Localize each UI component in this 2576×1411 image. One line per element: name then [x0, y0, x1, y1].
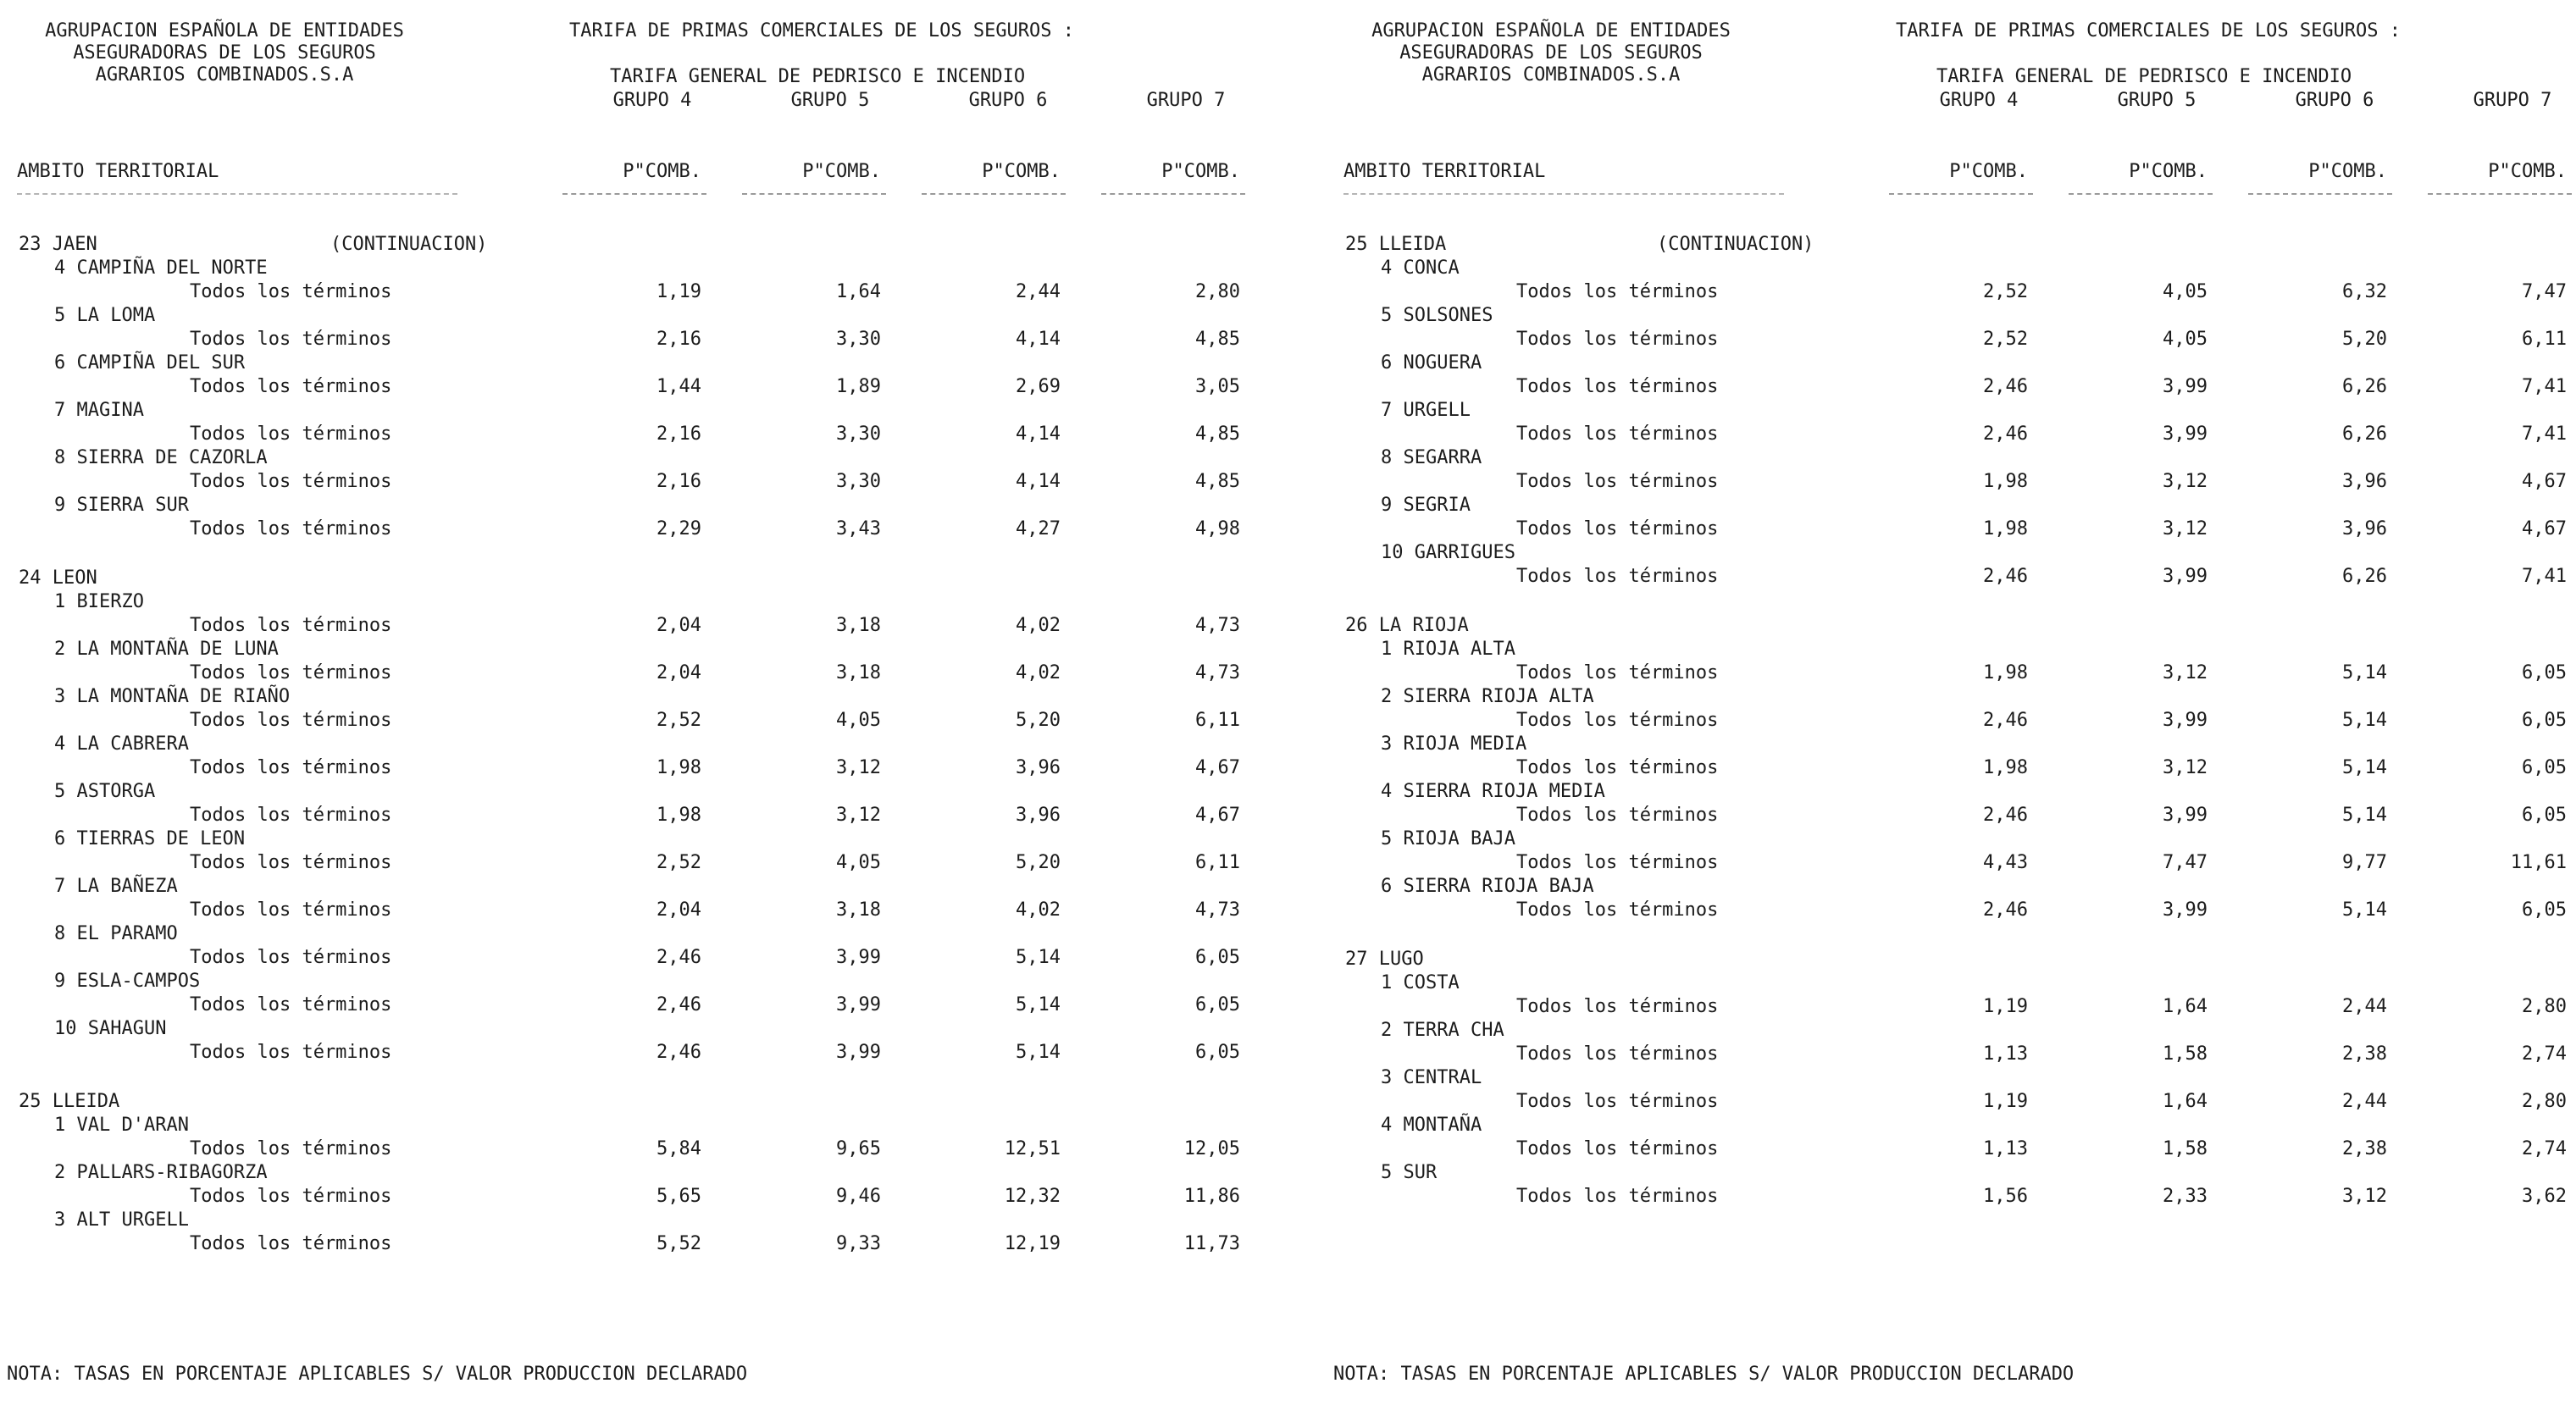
- rate-value: 3,99: [2163, 566, 2208, 587]
- comarca-name: 5 ASTORGA: [54, 781, 156, 802]
- comarca-name: 5 SUR: [1381, 1162, 1438, 1183]
- rate-value: 1,89: [836, 376, 881, 397]
- rate-value: 7,41: [2522, 566, 2567, 587]
- rate-value: 4,73: [1195, 899, 1240, 921]
- group-header: GRUPO 7: [1146, 90, 1226, 111]
- province-name: 24 LEON: [19, 567, 97, 589]
- comarca-name: 4 LA CABRERA: [54, 733, 189, 755]
- column-separator: [922, 193, 1066, 195]
- organization-line: ASEGURADORAS DE LOS SEGUROS: [1399, 42, 1703, 64]
- term-label: Todos los términos: [1516, 899, 1719, 921]
- rate-value: 3,12: [2342, 1186, 2387, 1207]
- rate-value: 3,30: [836, 329, 881, 350]
- footnote: NOTA: TASAS EN PORCENTAJE APLICABLES S/ VALOR PRODUCCION DECLARADO: [1333, 1364, 2075, 1385]
- comarca-name: 3 LA MONTAÑA DE RIAÑO: [54, 686, 291, 707]
- rate-value: 1,19: [1983, 1091, 2028, 1112]
- term-label: Todos los términos: [190, 1042, 392, 1063]
- rate-value: 12,05: [1183, 1138, 1240, 1159]
- rate-value: 5,14: [2342, 662, 2387, 683]
- province-name: 25 LLEIDA: [19, 1091, 120, 1112]
- rate-value: 5,20: [1016, 710, 1061, 731]
- rate-value: 2,46: [656, 1042, 701, 1063]
- rate-value: 3,99: [2163, 805, 2208, 826]
- comarca-name: 3 ALT URGELL: [54, 1209, 189, 1231]
- rate-value: 2,16: [656, 329, 701, 350]
- rate-value: 1,64: [2163, 1091, 2208, 1112]
- province-name: 25 LLEIDA: [1345, 234, 1447, 255]
- group-header: GRUPO 6: [2295, 90, 2374, 111]
- comarca-name: 4 CAMPIÑA DEL NORTE: [54, 257, 268, 279]
- rate-value: 1,64: [2163, 996, 2208, 1017]
- rate-value: 1,98: [1983, 757, 2028, 778]
- rate-value: 3,99: [2163, 710, 2208, 731]
- rate-value: 2,80: [1195, 281, 1240, 302]
- rate-value: 3,96: [2342, 471, 2387, 492]
- comarca-name: 6 TIERRAS DE LEON: [54, 828, 246, 849]
- rate-value: 3,99: [836, 947, 881, 968]
- rate-value: 2,52: [1983, 329, 2028, 350]
- term-label: Todos los términos: [1516, 852, 1719, 873]
- rate-value: 5,65: [656, 1186, 701, 1207]
- province-name: 26 LA RIOJA: [1345, 615, 1469, 636]
- rate-value: 2,38: [2342, 1043, 2387, 1065]
- rate-value: 6,32: [2342, 281, 2387, 302]
- tariff-title: TARIFA DE PRIMAS COMERCIALES DE LOS SEGUROS :: [1896, 20, 2401, 42]
- rate-value: 1,98: [656, 805, 701, 826]
- rate-value: 7,47: [2522, 281, 2567, 302]
- rate-value: 4,43: [1983, 852, 2028, 873]
- rate-value: 6,05: [1195, 947, 1240, 968]
- comarca-name: 5 SOLSONES: [1381, 305, 1493, 326]
- province-name: 23 JAEN: [19, 234, 97, 255]
- term-label: Todos los términos: [190, 471, 392, 492]
- term-label: Todos los términos: [1516, 662, 1719, 683]
- rate-value: 2,46: [1983, 423, 2028, 445]
- rate-value: 3,99: [836, 1042, 881, 1063]
- continuation-label: (CONTINUACION): [330, 234, 488, 255]
- comarca-name: 8 SIERRA DE CAZORLA: [54, 447, 268, 468]
- rate-value: 4,27: [1016, 518, 1061, 540]
- term-label: Todos los términos: [190, 376, 392, 397]
- term-label: Todos los términos: [190, 281, 392, 302]
- rate-value: 1,58: [2163, 1138, 2208, 1159]
- rate-value: 12,51: [1004, 1138, 1061, 1159]
- rate-value: 5,14: [2342, 757, 2387, 778]
- rate-value: 3,18: [836, 615, 881, 636]
- rate-value: 5,14: [2342, 899, 2387, 921]
- rate-value: 4,02: [1016, 615, 1061, 636]
- organization-line: AGRARIOS COMBINADOS.S.A: [95, 64, 354, 86]
- comarca-name: 3 RIOJA MEDIA: [1381, 733, 1527, 755]
- group-header: GRUPO 5: [2117, 90, 2197, 111]
- comarca-name: 7 LA BAÑEZA: [54, 876, 178, 897]
- rate-value: 1,98: [1983, 518, 2028, 540]
- rate-value: 7,41: [2522, 423, 2567, 445]
- rate-value: 2,33: [2163, 1186, 2208, 1207]
- rate-value: 4,85: [1195, 329, 1240, 350]
- comarca-name: 2 TERRA CHA: [1381, 1020, 1504, 1041]
- ambito-separator: [17, 193, 457, 195]
- term-label: Todos los términos: [1516, 757, 1719, 778]
- comarca-name: 3 CENTRAL: [1381, 1067, 1482, 1088]
- rate-value: 3,30: [836, 471, 881, 492]
- term-label: Todos los términos: [1516, 710, 1719, 731]
- rate-value: 4,73: [1195, 615, 1240, 636]
- group-header: GRUPO 4: [612, 90, 692, 111]
- rate-value: 6,26: [2342, 423, 2387, 445]
- rate-value: 4,85: [1195, 471, 1240, 492]
- rate-value: 6,05: [1195, 994, 1240, 1015]
- rate-value: 2,46: [1983, 899, 2028, 921]
- ambito-label: AMBITO TERRITORIAL: [1343, 161, 1546, 182]
- rate-value: 3,18: [836, 899, 881, 921]
- rate-value: 5,14: [1016, 1042, 1061, 1063]
- comarca-name: 7 URGELL: [1381, 400, 1471, 421]
- rate-value: 4,98: [1195, 518, 1240, 540]
- organization-line: AGRUPACION ESPAÑOLA DE ENTIDADES: [1371, 20, 1731, 42]
- column-label: P"COMB.: [2129, 161, 2208, 182]
- term-label: Todos los términos: [1516, 471, 1719, 492]
- rate-value: 4,05: [836, 710, 881, 731]
- rate-value: 3,96: [2342, 518, 2387, 540]
- rate-value: 5,20: [2342, 329, 2387, 350]
- comarca-name: 6 SIERRA RIOJA BAJA: [1381, 876, 1594, 897]
- rate-value: 1,58: [2163, 1043, 2208, 1065]
- rate-value: 6,26: [2342, 376, 2387, 397]
- term-label: Todos los términos: [190, 805, 392, 826]
- rate-value: 2,52: [1983, 281, 2028, 302]
- comarca-name: 9 SIERRA SUR: [54, 495, 189, 516]
- rate-value: 6,26: [2342, 566, 2387, 587]
- rate-value: 2,44: [2342, 1091, 2387, 1112]
- rate-value: 6,11: [1195, 710, 1240, 731]
- rate-value: 2,74: [2522, 1043, 2567, 1065]
- rate-value: 1,98: [1983, 471, 2028, 492]
- rate-value: 4,67: [1195, 757, 1240, 778]
- rate-value: 2,04: [656, 662, 701, 683]
- rate-value: 7,41: [2522, 376, 2567, 397]
- comarca-name: 5 RIOJA BAJA: [1381, 828, 1515, 849]
- column-separator: [2248, 193, 2392, 195]
- group-header: GRUPO 7: [2473, 90, 2552, 111]
- rate-value: 7,47: [2163, 852, 2208, 873]
- rate-value: 4,67: [1195, 805, 1240, 826]
- ambito-separator: [1343, 193, 1784, 195]
- rate-value: 2,46: [1983, 566, 2028, 587]
- term-label: Todos los términos: [190, 518, 392, 540]
- rate-value: 4,05: [2163, 281, 2208, 302]
- rate-value: 5,20: [1016, 852, 1061, 873]
- column-label: P"COMB.: [982, 161, 1061, 182]
- rate-value: 4,05: [836, 852, 881, 873]
- term-label: Todos los términos: [190, 710, 392, 731]
- term-label: Todos los términos: [1516, 329, 1719, 350]
- tariff-subtitle: TARIFA GENERAL DE PEDRISCO E INCENDIO: [1936, 66, 2352, 87]
- rate-value: 5,14: [1016, 947, 1061, 968]
- column-label: P"COMB.: [623, 161, 701, 182]
- rate-value: 1,98: [1983, 662, 2028, 683]
- rate-value: 6,05: [2522, 899, 2567, 921]
- rate-value: 3,12: [2163, 757, 2208, 778]
- term-label: Todos los términos: [190, 947, 392, 968]
- tariff-title: TARIFA DE PRIMAS COMERCIALES DE LOS SEGUROS :: [569, 20, 1075, 42]
- comarca-name: 10 SAHAGUN: [54, 1018, 167, 1039]
- rate-value: 12,19: [1004, 1233, 1061, 1254]
- rate-value: 2,69: [1016, 376, 1061, 397]
- rate-value: 3,18: [836, 662, 881, 683]
- rate-value: 2,16: [656, 471, 701, 492]
- rate-value: 6,05: [2522, 757, 2567, 778]
- rate-value: 1,44: [656, 376, 701, 397]
- rate-value: 2,04: [656, 899, 701, 921]
- comarca-name: 9 SEGRIA: [1381, 495, 1471, 516]
- organization-line: AGRUPACION ESPAÑOLA DE ENTIDADES: [45, 20, 404, 42]
- rate-value: 1,13: [1983, 1138, 2028, 1159]
- comarca-name: 5 LA LOMA: [54, 305, 156, 326]
- comarca-name: 2 SIERRA RIOJA ALTA: [1381, 686, 1594, 707]
- rate-value: 5,14: [2342, 710, 2387, 731]
- rate-value: 4,67: [2522, 471, 2567, 492]
- comarca-name: 4 MONTAÑA: [1381, 1115, 1482, 1136]
- comarca-name: 1 VAL D'ARAN: [54, 1115, 189, 1136]
- ambito-label: AMBITO TERRITORIAL: [17, 161, 219, 182]
- rate-value: 5,14: [1016, 994, 1061, 1015]
- term-label: Todos los términos: [1516, 518, 1719, 540]
- rate-value: 4,02: [1016, 662, 1061, 683]
- group-header: GRUPO 4: [1939, 90, 2019, 111]
- column-separator: [1889, 193, 2033, 195]
- rate-value: 3,12: [836, 805, 881, 826]
- rate-value: 2,29: [656, 518, 701, 540]
- rate-value: 4,14: [1016, 423, 1061, 445]
- rate-value: 4,73: [1195, 662, 1240, 683]
- comarca-name: 7 MAGINA: [54, 400, 144, 421]
- rate-value: 3,96: [1016, 805, 1061, 826]
- term-label: Todos los términos: [190, 1186, 392, 1207]
- comarca-name: 1 RIOJA ALTA: [1381, 639, 1515, 660]
- term-label: Todos los términos: [1516, 281, 1719, 302]
- rate-value: 6,11: [2522, 329, 2567, 350]
- term-label: Todos los términos: [190, 994, 392, 1015]
- rate-value: 6,05: [1195, 1042, 1240, 1063]
- term-label: Todos los términos: [190, 899, 392, 921]
- comarca-name: 6 NOGUERA: [1381, 352, 1482, 374]
- term-label: Todos los términos: [1516, 566, 1719, 587]
- rate-value: 11,73: [1183, 1233, 1240, 1254]
- organization-line: AGRARIOS COMBINADOS.S.A: [1421, 64, 1681, 86]
- term-label: Todos los términos: [1516, 423, 1719, 445]
- term-label: Todos los términos: [190, 329, 392, 350]
- rate-value: 5,84: [656, 1138, 701, 1159]
- group-header: GRUPO 6: [968, 90, 1048, 111]
- comarca-name: 9 ESLA-CAMPOS: [54, 971, 201, 992]
- rate-value: 2,44: [2342, 996, 2387, 1017]
- rate-value: 4,67: [2522, 518, 2567, 540]
- rate-value: 1,19: [656, 281, 701, 302]
- comarca-name: 2 LA MONTAÑA DE LUNA: [54, 639, 279, 660]
- rate-value: 1,56: [1983, 1186, 2028, 1207]
- rate-value: 4,02: [1016, 899, 1061, 921]
- term-label: Todos los términos: [1516, 996, 1719, 1017]
- comarca-name: 8 SEGARRA: [1381, 447, 1482, 468]
- column-label: P"COMB.: [1949, 161, 2028, 182]
- term-label: Todos los términos: [190, 423, 392, 445]
- rate-value: 1,13: [1983, 1043, 2028, 1065]
- term-label: Todos los términos: [190, 1233, 392, 1254]
- term-label: Todos los términos: [1516, 1186, 1719, 1207]
- rate-value: 9,46: [836, 1186, 881, 1207]
- tariff-subtitle: TARIFA GENERAL DE PEDRISCO E INCENDIO: [610, 66, 1026, 87]
- province-name: 27 LUGO: [1345, 949, 1424, 970]
- column-separator: [742, 193, 886, 195]
- rate-value: 6,05: [2522, 710, 2567, 731]
- rate-value: 2,52: [656, 852, 701, 873]
- rate-value: 5,14: [2342, 805, 2387, 826]
- rate-value: 4,14: [1016, 471, 1061, 492]
- rate-value: 3,12: [2163, 518, 2208, 540]
- rate-value: 2,46: [656, 947, 701, 968]
- rate-value: 2,44: [1016, 281, 1061, 302]
- rate-value: 9,77: [2342, 852, 2387, 873]
- group-header: GRUPO 5: [790, 90, 870, 111]
- comarca-name: 10 GARRIGUES: [1381, 542, 1515, 563]
- rate-value: 3,12: [2163, 471, 2208, 492]
- rate-value: 2,16: [656, 423, 701, 445]
- column-label: P"COMB.: [1161, 161, 1240, 182]
- rate-value: 5,52: [656, 1233, 701, 1254]
- term-label: Todos los términos: [190, 1138, 392, 1159]
- column-label: P"COMB.: [2488, 161, 2567, 182]
- rate-value: 2,52: [656, 710, 701, 731]
- rate-value: 3,99: [2163, 376, 2208, 397]
- rate-value: 1,19: [1983, 996, 2028, 1017]
- continuation-label: (CONTINUACION): [1657, 234, 1814, 255]
- column-separator: [2428, 193, 2572, 195]
- comarca-name: 6 CAMPIÑA DEL SUR: [54, 352, 246, 374]
- comarca-name: 1 BIERZO: [54, 591, 144, 612]
- rate-value: 1,64: [836, 281, 881, 302]
- rate-value: 2,46: [1983, 805, 2028, 826]
- rate-value: 3,99: [2163, 423, 2208, 445]
- footnote: NOTA: TASAS EN PORCENTAJE APLICABLES S/ VALOR PRODUCCION DECLARADO: [7, 1364, 748, 1385]
- rate-value: 1,98: [656, 757, 701, 778]
- comarca-name: 1 COSTA: [1381, 972, 1460, 993]
- comarca-name: 4 SIERRA RIOJA MEDIA: [1381, 781, 1605, 802]
- rate-value: 3,99: [2163, 899, 2208, 921]
- rate-value: 2,46: [656, 994, 701, 1015]
- rate-value: 3,99: [836, 994, 881, 1015]
- term-label: Todos los términos: [190, 662, 392, 683]
- column-label: P"COMB.: [802, 161, 881, 182]
- column-separator: [562, 193, 706, 195]
- comarca-name: 4 CONCA: [1381, 257, 1460, 279]
- term-label: Todos los términos: [1516, 376, 1719, 397]
- rate-value: 2,04: [656, 615, 701, 636]
- term-label: Todos los términos: [190, 852, 392, 873]
- page-right: [1327, 0, 2576, 1411]
- rate-value: 2,74: [2522, 1138, 2567, 1159]
- organization-line: ASEGURADORAS DE LOS SEGUROS: [73, 42, 376, 64]
- rate-value: 3,12: [836, 757, 881, 778]
- column-label: P"COMB.: [2308, 161, 2387, 182]
- rate-value: 3,62: [2522, 1186, 2567, 1207]
- column-separator: [2069, 193, 2213, 195]
- rate-value: 12,32: [1004, 1186, 1061, 1207]
- rate-value: 2,46: [1983, 710, 2028, 731]
- rate-value: 3,30: [836, 423, 881, 445]
- rate-value: 9,33: [836, 1233, 881, 1254]
- rate-value: 2,80: [2522, 1091, 2567, 1112]
- term-label: Todos los términos: [1516, 1138, 1719, 1159]
- rate-value: 4,05: [2163, 329, 2208, 350]
- rate-value: 6,11: [1195, 852, 1240, 873]
- rate-value: 11,86: [1183, 1186, 1240, 1207]
- term-label: Todos los términos: [1516, 805, 1719, 826]
- rate-value: 3,05: [1195, 376, 1240, 397]
- rate-value: 2,38: [2342, 1138, 2387, 1159]
- term-label: Todos los términos: [190, 615, 392, 636]
- column-separator: [1101, 193, 1245, 195]
- rate-value: 6,05: [2522, 662, 2567, 683]
- rate-value: 11,61: [2510, 852, 2567, 873]
- rate-value: 3,43: [836, 518, 881, 540]
- term-label: Todos los términos: [1516, 1091, 1719, 1112]
- rate-value: 6,05: [2522, 805, 2567, 826]
- rate-value: 9,65: [836, 1138, 881, 1159]
- rate-value: 4,85: [1195, 423, 1240, 445]
- rate-value: 3,96: [1016, 757, 1061, 778]
- comarca-name: 2 PALLARS-RIBAGORZA: [54, 1162, 268, 1183]
- term-label: Todos los términos: [190, 757, 392, 778]
- rate-value: 2,80: [2522, 996, 2567, 1017]
- rate-value: 3,12: [2163, 662, 2208, 683]
- rate-value: 2,46: [1983, 376, 2028, 397]
- comarca-name: 8 EL PARAMO: [54, 923, 178, 944]
- term-label: Todos los términos: [1516, 1043, 1719, 1065]
- rate-value: 4,14: [1016, 329, 1061, 350]
